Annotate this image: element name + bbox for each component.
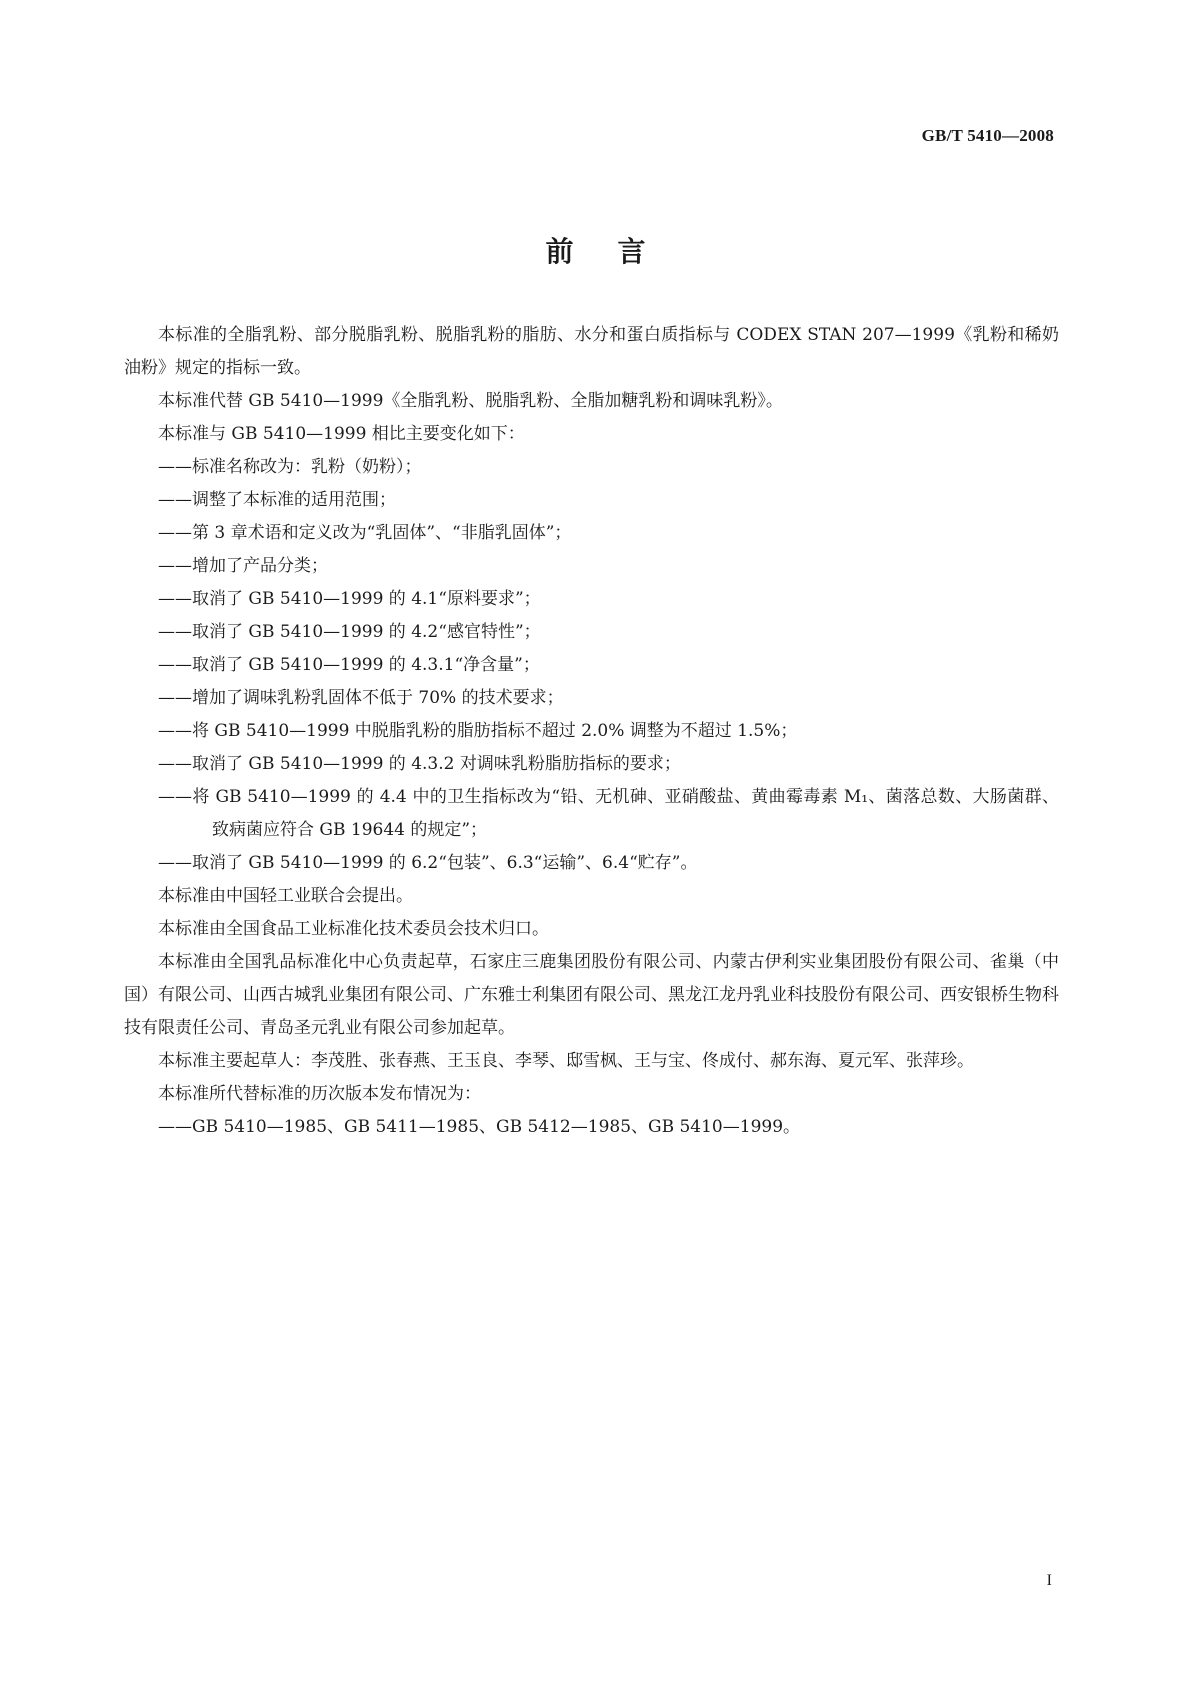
page-title: 前言 [545,235,690,268]
change-item: ——将 GB 5410—1999 的 4.4 中的卫生指标改为“铅、无机砷、亚硝酸盐、黄曲霉毒素 M₁、菌落总数、大肠菌群、致病菌应符合 GB 19644 的规定”； [158,787,1059,840]
change-item: ——将 GB 5410—1999 中脱脂乳粉的脂肪指标不超过 2.0% 调整为不超过 1.5%； [158,721,798,741]
intro-paragraph-3: 本标准与 GB 5410—1999 相比主要变化如下： [158,424,525,444]
history-intro-paragraph: 本标准所代替标准的历次版本发布情况为： [158,1084,481,1104]
committee-paragraph: 本标准由全国食品工业标准化技术委员会技术归口。 [158,919,549,939]
standard-code: GB/T 5410—2008 [921,126,1054,145]
change-item: ——增加了产品分类； [158,556,328,576]
change-item: ——取消了 GB 5410—1999 的 6.2“包装”、6.3“运输”、6.4“贮存”。 [158,853,698,873]
change-item: ——调整了本标准的适用范围； [158,490,396,510]
intro-paragraph-2: 本标准代替 GB 5410—1999《全脂乳粉、脱脂乳粉、全脂加糖乳粉和调味乳粉》。 [158,391,783,411]
preface-body [124,319,1059,1144]
changes-list [124,451,1059,880]
change-item: ——取消了 GB 5410—1999 的 4.2“感官特性”； [158,622,541,642]
drafters-paragraph: 本标准主要起草人：李茂胜、张春燕、王玉良、李琴、邸雪枫、王与宝、佟成付、郝东海、夏元军、张萍珍。 [158,1051,974,1071]
history-item: ——GB 5410—1985、GB 5411—1985、GB 5412—1985、GB 5410—1999。 [158,1117,801,1137]
change-item: ——取消了 GB 5410—1999 的 4.1“原料要求”； [158,589,541,609]
change-item: ——第 3 章术语和定义改为“乳固体”、“非脂乳固体”； [158,523,572,543]
change-item: ——取消了 GB 5410—1999 的 4.3.1“净含量”； [158,655,540,675]
drafting-units-paragraph: 本标准由全国乳品标准化中心负责起草，石家庄三鹿集团股份有限公司、内蒙古伊利实业集团股份有限公司、雀巢（中国）有限公司、山西古城乳业集团有限公司、广东雅士利集团有限公司、黑龙江龙丹乳业科技股份有限公司、西安银桥生物科技有限责任公司、青岛圣元乳业有限公司参加起草。 [124,952,1059,1038]
change-item: ——标准名称改为：乳粉（奶粉）； [158,457,422,477]
intro-paragraph-1: 本标准的全脂乳粉、部分脱脂乳粉、脱脂乳粉的脂肪、水分和蛋白质指标与 CODEX STAN 207—1999《乳粉和稀奶油粉》规定的指标一致。 [124,325,1059,378]
page-number: I [1046,1572,1052,1589]
proposer-paragraph: 本标准由中国轻工业联合会提出。 [158,886,413,906]
change-item: ——增加了调味乳粉乳固体不低于 70% 的技术要求； [158,688,564,708]
change-item: ——取消了 GB 5410—1999 的 4.3.2 对调味乳粉脂肪指标的要求； [158,754,681,774]
